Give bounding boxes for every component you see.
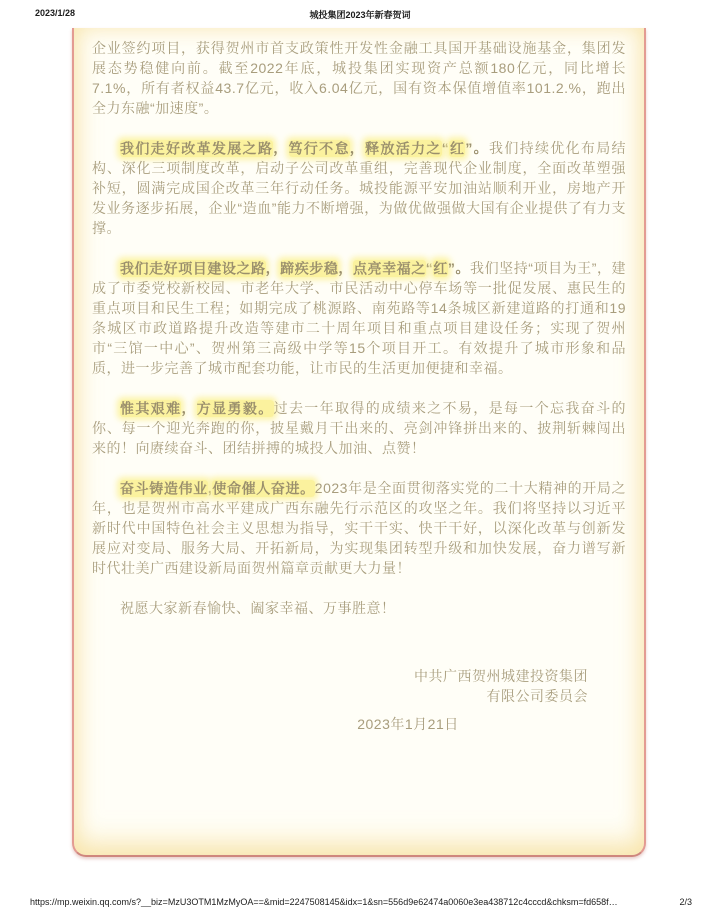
text-run: “: [425, 260, 434, 276]
text-run: ，: [181, 400, 197, 416]
print-footer: [30, 896, 692, 908]
text-run: ”。: [465, 140, 489, 156]
paragraph: [92, 258, 626, 378]
paragraph: [92, 398, 626, 458]
highlighted-text: 红: [433, 260, 448, 276]
highlighted-text: 惟其艰难: [120, 400, 182, 416]
source-url: https://mp.weixin.qq.com/s?__biz=MzU3OTM1MzMyOA==&mid=2247508145&idx=1&sn=556d9e62474a0060e3ea438712c4cccd&chksm=fd658f…: [30, 897, 618, 907]
highlighted-text: 笃行不怠: [288, 140, 350, 156]
page-title: 城投集团2023年新春贺词: [309, 10, 411, 20]
letter-body: [74, 28, 644, 734]
paragraph: [92, 598, 626, 618]
highlighted-text: 奋斗铸造伟业: [120, 480, 208, 496]
highlighted-text: 红: [449, 140, 466, 156]
highlighted-text: 我们走好项目建设之路: [120, 260, 266, 276]
text-run: ，: [273, 140, 289, 156]
highlighted-text: 蹄疾步稳: [280, 260, 339, 276]
text-run: ，: [349, 140, 366, 156]
highlighted-text: 释放活力之: [365, 140, 442, 156]
text-run: ”。: [447, 260, 471, 276]
text-run: 2023年是全面贯彻落实党的二十大精神的开局之年，也是贺州市高水平建成广西东融先行示范区的攻坚之年。我们将坚持以习近平新时代中国特色社会主义思想为指导，实干干实、快干干好，以深化改革与创新发展应对变局、服务大局、开拓新局，为实现集团转型升级和加快发展，奋力谱写新时代壮美广西建设新局面贺州篇章贡献更大力量！: [92, 480, 627, 576]
greeting-letter-card: [72, 28, 646, 857]
highlighted-text: 使命催人奋进。: [212, 480, 315, 496]
text-run: ，: [265, 260, 281, 276]
highlighted-text: 点亮幸福之: [352, 260, 426, 276]
text-run: 我们坚持“项目为王”，建成了市委党校新校园、市老年大学、市民活动中心停车场等一批促发展、惠民生的重点项目和民生工程；如期完成了桃源路、南苑路等14条城区新建道路的打通和19条城区市政道路提升改造等建市二十周年项目和重点项目建设任务；实现了贺州市“三馆一中心”、贺州第三高级中学等15个项目开工。有效提升了城市形象和品质，进一步完善了城市配套功能，让市民的生活更加便捷和幸福。: [92, 260, 627, 376]
text-run: ，: [338, 260, 353, 276]
text-run: “: [441, 140, 450, 156]
text-run: 过去一年取得的成绩来之不易，是每一个忘我奋斗的你、每一个迎光奔跑的你，披星戴月干出来的、亮剑冲锋拼出来的、披荆斩棘闯出来的！向赓续奋斗、团结拼搏的城投人加油、点赞！: [92, 400, 626, 456]
text-run: ,: [207, 480, 213, 496]
highlighted-text: 方显勇毅。: [196, 400, 274, 416]
print-header: [0, 8, 720, 24]
paragraph: [92, 138, 626, 238]
page-indicator: 2/3: [679, 897, 692, 907]
highlighted-text: 我们走好改革发展之路: [120, 140, 274, 156]
signature-block: [92, 666, 626, 706]
print-date: 2023/1/28: [35, 8, 76, 18]
letter-date: 2023年1月21日: [357, 716, 459, 732]
document-paragraphs: [92, 38, 626, 618]
text-run: 企业签约项目，获得贺州市首支政策性开发性金融工具国开基础设施基金，集团发展态势稳健向前。截至2022年底，城投集团实现资产总额180亿元，同比增长7.1%，所有者权益43.7亿元，收入6.04亿元，国有资本保值增值率101.2.%，跑出全力东融“加速度”。: [92, 40, 626, 116]
signature-line-2: 有限公司委员会: [486, 688, 588, 704]
paragraph: [92, 478, 626, 578]
text-run: 我们持续优化布局结构、深化三项制度改革，启动子公司改革重组，完善现代企业制度，全面改革塑强补短，圆满完成国企改革三年行动任务。城投能源平安加油站顺利开业，房地产开发业务逐步拓展，企业“造血”能力不断增强，为做优做强做大国有企业提供了有力支撑。: [92, 140, 627, 236]
paragraph: [92, 38, 626, 118]
signature-line-1: 中共广西贺州城建投资集团: [414, 668, 588, 684]
text-run: 祝愿大家新春愉快、阖家幸福、万事胜意！: [120, 600, 396, 616]
